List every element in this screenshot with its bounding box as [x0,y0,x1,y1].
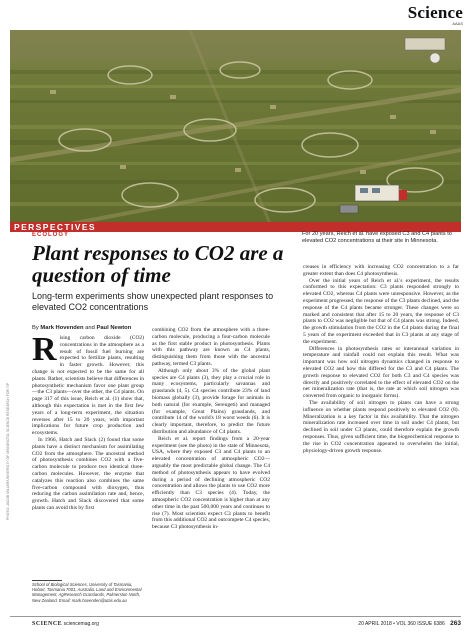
body-column-1 [32,331,144,512]
col3-paragraph-1: creases in efficiency with increasing CO2 concentration to a far greater extent than does C4 photosynthesis. [303,264,459,277]
aerial-field-illustration [10,30,461,224]
footer-site-link[interactable]: sciencemag.org [63,621,99,627]
affiliation-rule [32,580,62,581]
section-label: ECOLOGY [32,232,70,238]
journal-logo-tag: AAAS [452,21,463,26]
col2-paragraph-3: Reich et al. report findings from a 20-year experiment (see the photo) in the state of Minnesota, USA, where they exposed C3 and C4 plants to an elevated concentration of atmospheric CO2—arguably the most predictable global change. The C4 method of photosynthesis appears to have evolved during a period of declining atmospheric CO2 concentration and allows the plants to use CO2 more efficiently than C3 species (4). Today, the atmospheric CO2 concentration is higher than at any other time in the past 500,000 years and continues to rise (7). Most scientists expect C3 plants to benefit from this additional CO2 and outcompete C4 species, because C3 photosynthesis in- [152,435,270,531]
photo-credit: PHOTO: JACOB MILLER/UNIVERSITY OF MINNESOTA; SCIENCE RESEARCH FOR TIP [6,382,10,520]
photo-caption: For 20 years, Reich et al. have exposed C3 and C4 plants to elevated CO2 concentrations at their site in Minnesota. [302,231,452,245]
author-2: Paul Newton [96,325,132,331]
author-affiliation: School of Biological Sciences, University of Tasmania, Hobart, Tasmania 7001, Australia. Land and Environmental Management, AgResearch Grasslands, Palmerston North, New Zealand. Email: mark.hovenden@utas.edu.au [32,582,142,603]
perspectives-label: PERSPECTIVES [14,222,96,232]
col3-paragraph-3: Differences in photosynthesis rates or interannual variation in temperature and rainfall could not explain this result. What was important was how soil nitrogen dynamics changed in response to elevated CO2 and how this differed for the C3 and C4 plants. The growth response to elevated CO2 for both C3 and C4 species was directly and positively correlated to the effect of elevated CO2 on the net mineralization rate (that is, the rate at which soil nitrogen was converted from organic to inorganic forms). [303,345,459,400]
footer-journal [32,621,99,627]
footer-journal-name: SCIENCE [32,621,63,627]
footer-issue-info: 20 APRIL 2018 • VOL 360 ISSUE 6386 [358,621,445,627]
col2-paragraph-1: combining CO2 from the atmosphere with a three-carbon molecule, producing a four-carbon molecule as the first stable product in photosynthesis. Plants with this pathway are known as C4 plants, distinguishing them from those with the ancestral pathway, termed C3 plants. [152,327,270,367]
journal-logo: Science [407,3,463,22]
body-column-3 [303,264,459,454]
footer-rule [10,616,461,617]
byline-mid: and [83,325,97,331]
journal-masthead [408,4,463,26]
col3-paragraph-2: Over the initial years of Reich et al.'s experiment, the results conformed to this expectation: C3 plants responded strongly to elevated CO2, whereas C4 plants were unresponsive. However, as the experiment progressed, the response of the C3 plants declined, and the response of the C4 plants became stronger. These changes were so marked and consistent that after 15 to 20 years, the response of C3 plants to CO2 was negligible but that of C4 plants was strong. Indeed, the growth stimulation from the CO2 in the C4 plants during the final 5 years of the experiment exceeded that in C3 plants at any stage of the experiment. [303,277,459,345]
col1-paragraph-2: In 1966, Hatch and Slack (2) found that some plants have a distinct mechanism for assimilating CO2 from the atmosphere. The ancestral method of photosynthesis combines CO2 with a five-carbon molecule to produce two identical three-carbon molecules. However, the enzyme that catalyzes this reaction also combines the same five-carbon compound with dioxygen, thus reducing the carbon assimilation rate and, hence, growth. Hatch and Slack discovered that some plants can avoid this by first [32,436,144,511]
author-1: Mark Hovenden [40,325,84,331]
footer-issue [358,620,461,627]
col1-paragraph-1: ising carbon dioxide (CO2) concentrations in the atmosphere as a result of fossil fuel burning are expected to fertilize plants, resulting in faster growth. However, this change is not expected to be the same for all plants. Rather, scientists believe that differences in photosynthetic mechanism favor one plant group—the C3 plants—over the other, the C4 plants. On page 317 of this issue, Reich et al. (1) show that, although this expectation is met in the first few years of a long-term experiment, the situation reverses after 15 to 20 years, with important implications for future crop production and ecosystems. [32,335,144,437]
article-headline: Plant responses to CO2 are a question of time [32,241,284,287]
body-column-2 [152,327,270,531]
article-deck: Long-term experiments show unexpected plant responses to elevated CO2 concentrations [32,291,274,312]
col3-paragraph-4: The availability of soil nitrogen to plants can have a strong influence on whether plants respond positively to elevated CO2 (8). Mineralization is a key factor in this availability. That the nitrogen mineralization rate increased over time in soil under C4 plants, but declined in soil under C3 plants, could therefore explain the growth responses. Thus, given sufficient time, the biogeochemical response to the rise in CO2 concentration appeared to overwhelm the initial, physiology-driven growth response. [303,399,459,454]
drop-cap: R [32,331,57,368]
page-number: 263 [450,620,461,627]
byline-prefix: By [32,325,41,331]
experiment-site-photo [10,30,461,224]
col2-paragraph-2: Although only about 3% of the global plant species are C4 plants (3), they play a crucial role in many ecosystems, particularly savannas and grasslands (4, 5). C4 species contribute 23% of land biomass globally (3), provide forage for animals in both natural (for example, Serengeti) and managed (for example, Great Plains) grasslands, and contribute 14 of the world's 18 worst weeds (6). It is clearly important, therefore, to predict the future distribution and abundance of C4 plants. [152,367,270,435]
